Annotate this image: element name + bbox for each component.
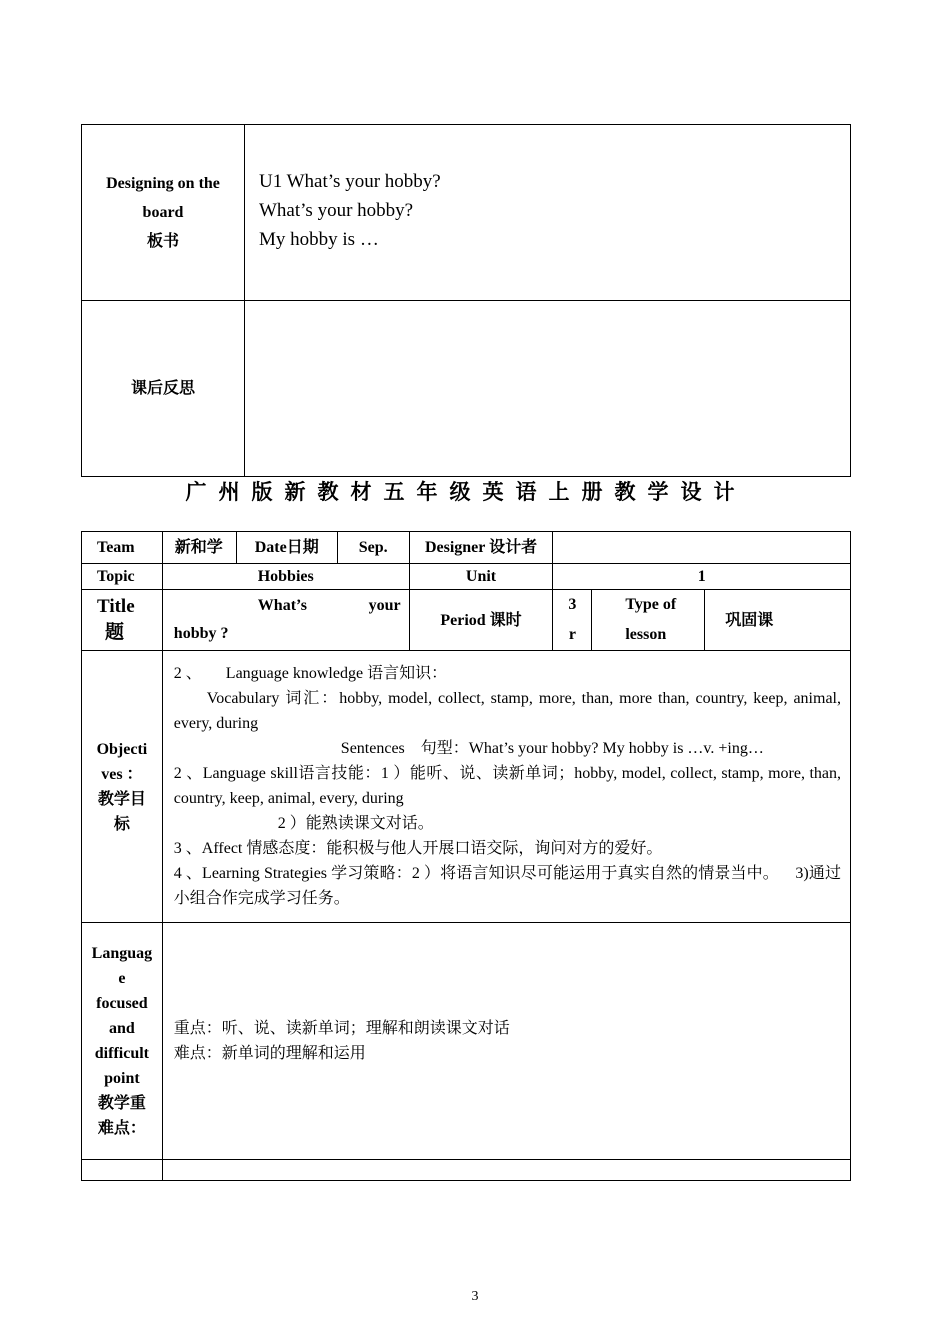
- objectives-label-1: Objecti: [96, 740, 148, 758]
- objective-line-2: Vocabulary 词汇：hobby, model, collect, stamp, more, than, more than, country, keep, animal, every, during: [173, 690, 841, 732]
- difficult-point: 难点：新单词的理解和运用: [173, 1045, 366, 1062]
- title-value-word-2: your: [368, 597, 401, 614]
- title-label-cell: [82, 590, 163, 651]
- board-content-cell: [245, 125, 851, 301]
- designer-label: Designer 设计者: [409, 532, 553, 564]
- board-label-cn: 板书: [146, 233, 179, 250]
- type-label-cell: [592, 590, 705, 651]
- language-focus-label-cell: [82, 923, 163, 1160]
- document-title: 广州版新教材五年级英语上册教学设计: [185, 480, 747, 504]
- period-value-2: r: [568, 626, 576, 643]
- objective-line-7: 4 、Learning Strategies 学习策略：2 ）将语言知识尽可能运用于真实自然的情景当中。 3)通过小组合作完成学习任务。: [173, 865, 841, 907]
- topic-label: Topic: [82, 564, 163, 590]
- objective-line-6: 3 、Affect 情感态度：能积极与他人开展口语交际，询问对方的爱好。: [173, 840, 663, 857]
- objectives-label-2: ves ：: [101, 765, 143, 783]
- objective-line-5: 2 ）能熟读课文对话。: [277, 815, 434, 832]
- objective-line-3: Sentences 句型：What’s your hobby? My hobby is …v. +ing…: [340, 740, 764, 757]
- board-label: Designing on the board: [106, 175, 220, 221]
- team-value: 新和学: [162, 532, 236, 564]
- board-line-2: What’s your hobby?: [259, 200, 414, 221]
- period-value-cell: [553, 590, 592, 651]
- empty-content-cell: [162, 1160, 850, 1181]
- period-label: Period 课时: [409, 590, 553, 651]
- title-value-word-3: hobby ?: [173, 625, 229, 642]
- reflection-label: 课后反思: [82, 301, 245, 477]
- language-focus-label-5: difficult: [94, 1045, 149, 1062]
- language-focus-content: [162, 923, 850, 1160]
- language-focus-label-2: e: [118, 970, 126, 987]
- board-design-table: [81, 124, 851, 477]
- unit-label: Unit: [409, 564, 553, 590]
- title-label-cn: 题: [105, 622, 125, 643]
- objectives-content: [162, 651, 850, 923]
- designer-value: [553, 532, 851, 564]
- type-value: 巩固课: [705, 590, 851, 651]
- objectives-label-3: 教学目: [97, 790, 146, 808]
- period-value-1: 3: [568, 596, 577, 613]
- reflection-content: [245, 301, 851, 477]
- lesson-plan-table: [81, 531, 851, 1181]
- title-value-cell: [162, 590, 409, 651]
- unit-value: 1: [553, 564, 851, 590]
- language-focus-label-7: 教学重: [97, 1095, 146, 1112]
- objectives-label-4: 标: [113, 815, 130, 833]
- language-focus-label-3: focused: [96, 995, 148, 1012]
- type-label-2: lesson: [625, 626, 667, 643]
- objective-line-4: 2 、Language skill语言技能：1 ）能听、说、读新单词；hobby, model, collect, stamp, more, than, country, keep, animal, every, during: [173, 765, 841, 807]
- date-value: Sep.: [337, 532, 409, 564]
- key-point: 重点：听、说、读新单词；理解和朗读课文对话: [173, 1020, 510, 1037]
- language-focus-label-6: point: [104, 1070, 140, 1087]
- language-focus-label-8: 难点：: [97, 1120, 146, 1137]
- objective-line-1: 2 、 Language knowledge 语言知识：: [173, 665, 448, 682]
- type-label-1: Type of: [625, 596, 677, 613]
- date-label: Date日期: [236, 532, 337, 564]
- language-focus-label-4: and: [109, 1020, 135, 1037]
- objectives-label-cell: [82, 651, 163, 923]
- page-number: 3: [471, 1289, 479, 1304]
- empty-label-cell: [82, 1160, 163, 1181]
- language-focus-label-1: Languag: [91, 945, 153, 962]
- board-line-3: My hobby is …: [259, 229, 379, 250]
- title-label: Title: [97, 596, 135, 617]
- board-line-1: U1 What’s your hobby?: [259, 171, 441, 192]
- board-label-cell: [82, 125, 245, 301]
- topic-value: Hobbies: [162, 564, 409, 590]
- title-value-word-1: What’s: [257, 597, 307, 614]
- team-label: Team: [82, 532, 163, 564]
